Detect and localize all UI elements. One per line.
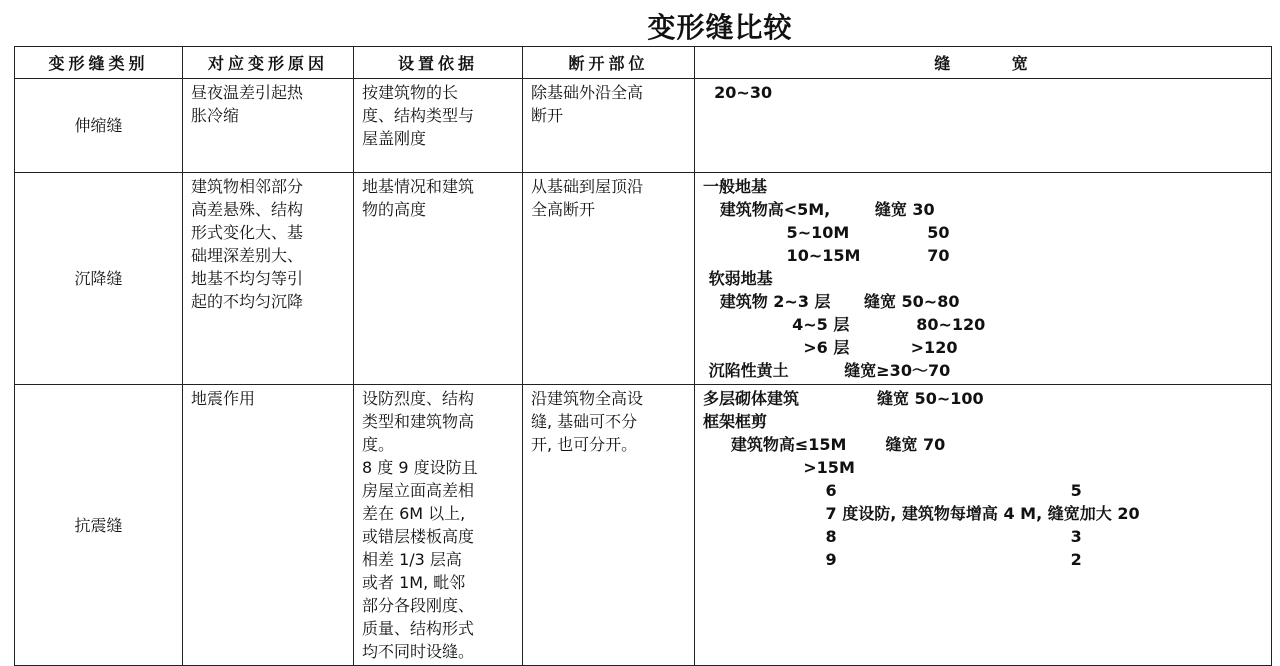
cell-line: 部分各段刚度、 bbox=[362, 596, 475, 615]
header-cell-cause: 对应变形原因 bbox=[183, 47, 354, 79]
cell-line: 全高断开 bbox=[531, 200, 596, 219]
joint-category-cell: 沉降缝 bbox=[15, 173, 183, 385]
cell-line: 多层砌体建筑 缝宽 50~100 bbox=[703, 389, 984, 408]
header-cell-basis: 设置依据 bbox=[354, 47, 523, 79]
cell-line: 高差悬殊、结构 bbox=[191, 200, 304, 219]
cell-line: 建筑物 2~3 层 缝宽 50~80 bbox=[703, 292, 960, 311]
cell-line: 软弱地基 bbox=[703, 269, 773, 288]
cell-line: 地震作用 bbox=[191, 389, 256, 408]
cell-line: 度、结构类型与 bbox=[362, 106, 475, 125]
cell-line: 昼夜温差引起热 bbox=[191, 83, 304, 102]
position-cell bbox=[523, 173, 695, 385]
cell-line: 按建筑物的长 bbox=[362, 83, 459, 102]
basis-cell bbox=[354, 385, 523, 666]
cell-line: 均不同时设缝。 bbox=[362, 642, 475, 661]
table-row bbox=[15, 79, 1272, 173]
cell-line: 从基础到屋顶沿 bbox=[531, 177, 644, 196]
cell-line: 8 3 bbox=[703, 527, 1082, 546]
width-cell bbox=[695, 173, 1272, 385]
cell-line: 地基情况和建筑 bbox=[362, 177, 475, 196]
header-cell-width: 缝 宽 bbox=[695, 47, 1272, 79]
cell-line: 沉陷性黄土 缝宽≥30～70 bbox=[703, 361, 951, 380]
cell-line: 形式变化大、基 bbox=[191, 223, 304, 242]
cell-line: 起的不均匀沉降 bbox=[191, 292, 304, 311]
cause-cell bbox=[183, 385, 354, 666]
position-cell bbox=[523, 385, 695, 666]
page-title: 变形缝比较 bbox=[647, 11, 793, 44]
cell-line: 设防烈度、结构 bbox=[362, 389, 475, 408]
cell-line: 屋盖刚度 bbox=[362, 129, 427, 148]
cell-line: 沿建筑物全高设 bbox=[531, 389, 644, 408]
basis-cell bbox=[354, 79, 523, 173]
table-row bbox=[15, 385, 1272, 666]
cell-line: 7 度设防, 建筑物每增高 4 M, 缝宽加大 20 bbox=[703, 504, 1140, 523]
cell-line: 10~15M 70 bbox=[703, 246, 950, 265]
joint-category-cell: 抗震缝 bbox=[15, 385, 183, 666]
cell-line: 断开 bbox=[531, 106, 564, 125]
width-cell bbox=[695, 79, 1272, 173]
cell-line: 度。 bbox=[362, 435, 395, 454]
joint-category-cell: 伸缩缝 bbox=[15, 79, 183, 173]
cell-line: 胀冷缩 bbox=[191, 106, 240, 125]
cell-line: 或者 1M, 毗邻 bbox=[362, 573, 466, 592]
cell-line: 建筑物相邻部分 bbox=[191, 177, 304, 196]
cause-cell bbox=[183, 173, 354, 385]
cause-cell bbox=[183, 79, 354, 173]
cell-line: 或错层楼板高度 bbox=[362, 527, 475, 546]
cell-line: 框架框剪 bbox=[703, 412, 768, 431]
cell-line: 建筑物高<5M, 缝宽 30 bbox=[703, 200, 935, 219]
cell-line: 类型和建筑物高 bbox=[362, 412, 475, 431]
cell-line: 除基础外沿全高 bbox=[531, 83, 644, 102]
header-cell-category: 变形缝类别 bbox=[15, 47, 183, 79]
cell-line: 物的高度 bbox=[362, 200, 427, 219]
position-cell bbox=[523, 79, 695, 173]
cell-line: 4~5 层 80~120 bbox=[703, 315, 986, 334]
basis-cell bbox=[354, 173, 523, 385]
cell-line: 一般地基 bbox=[703, 177, 768, 196]
cell-line: 差在 6M 以上, bbox=[362, 504, 466, 523]
cell-line: 9 2 bbox=[703, 550, 1082, 569]
cell-line: 础埋深差别大、 bbox=[191, 246, 304, 265]
cell-line: 相差 1/3 层高 bbox=[362, 550, 462, 569]
cell-line: 8 度 9 度设防且 bbox=[362, 458, 478, 477]
deformation-joint-table bbox=[14, 46, 1272, 666]
cell-line: 6 5 bbox=[703, 481, 1082, 500]
header-row bbox=[15, 47, 1272, 79]
cell-line: 质量、结构形式 bbox=[362, 619, 475, 638]
cell-line: >15M bbox=[703, 458, 855, 477]
cell-line: 房屋立面高差相 bbox=[362, 481, 475, 500]
table-row bbox=[15, 173, 1272, 385]
header-cell-position: 断开部位 bbox=[523, 47, 695, 79]
cell-line: 5~10M 50 bbox=[703, 223, 950, 242]
cell-line: >6 层 >120 bbox=[703, 338, 958, 357]
cell-line: 开, 也可分开。 bbox=[531, 435, 638, 454]
cell-line: 建筑物高≤15M 缝宽 70 bbox=[703, 435, 946, 454]
cell-line: 地基不均匀等引 bbox=[191, 269, 304, 288]
cell-line: 缝, 基础可不分 bbox=[531, 412, 638, 431]
width-cell bbox=[695, 385, 1272, 666]
cell-line: 20~30 bbox=[703, 83, 773, 102]
